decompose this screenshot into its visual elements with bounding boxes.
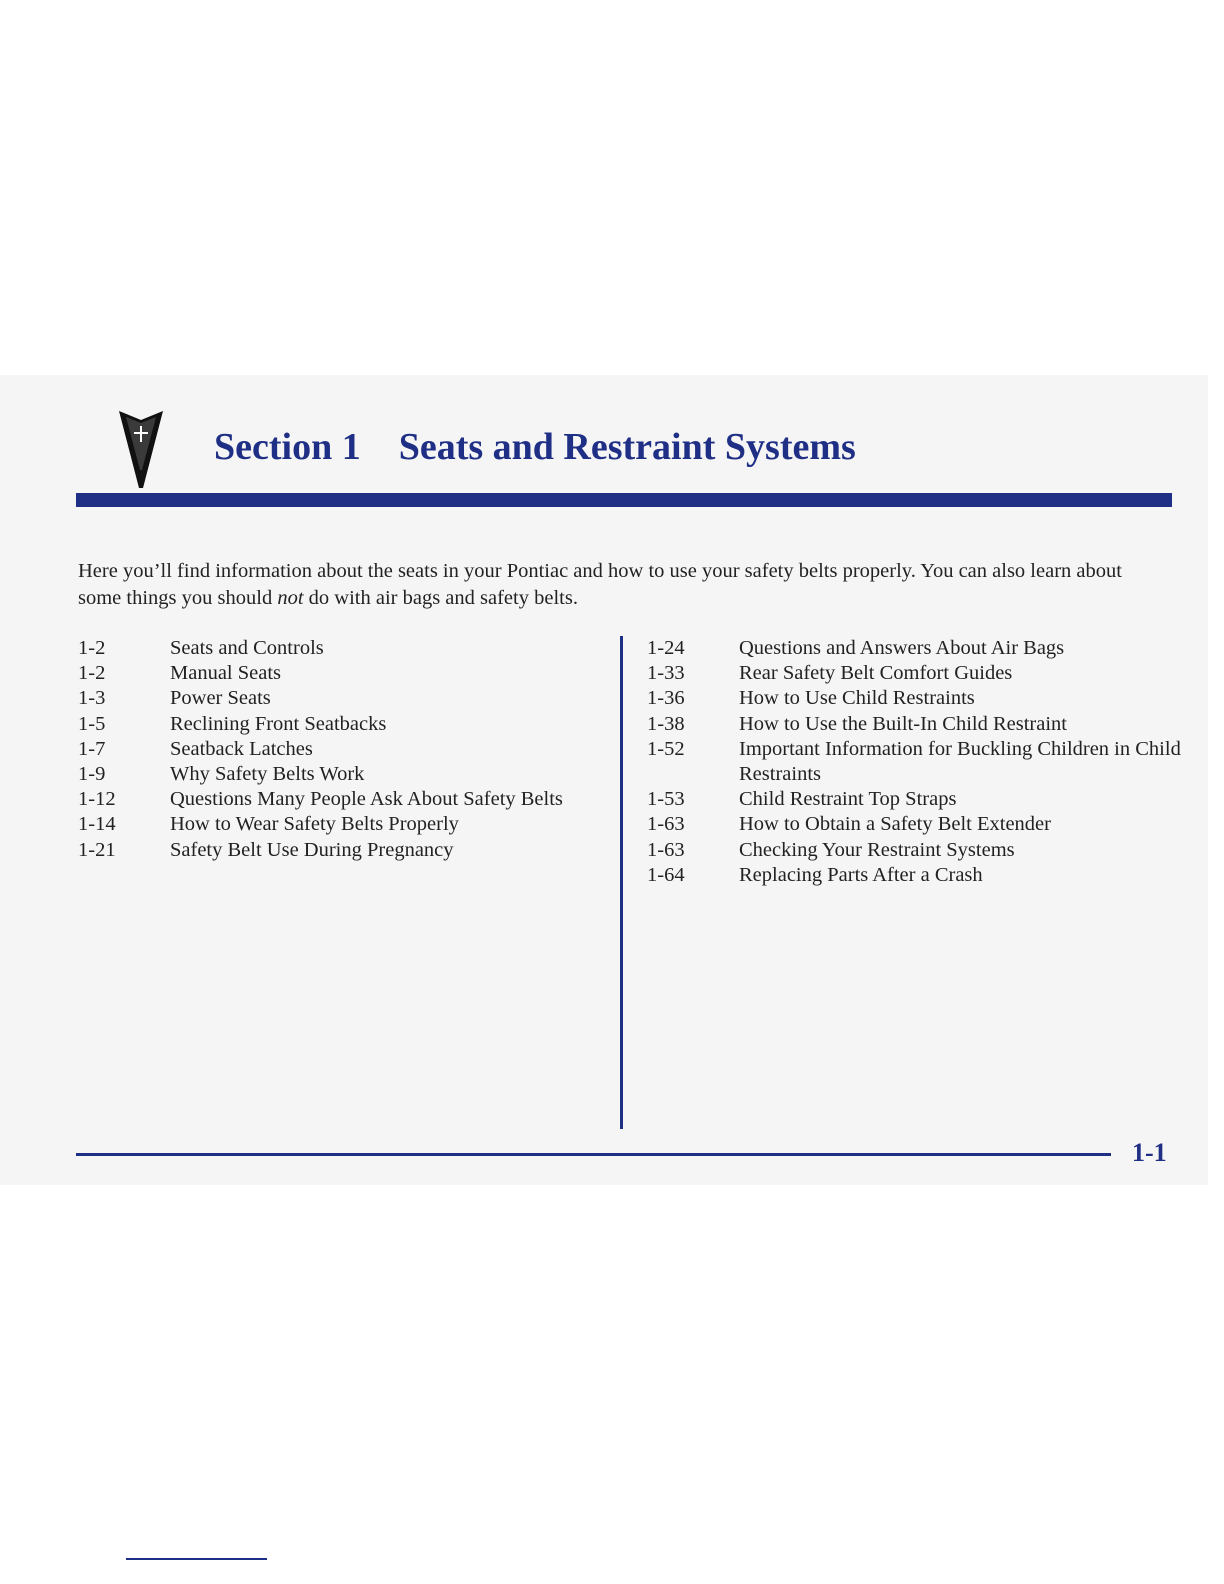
bottom-rule — [126, 1558, 267, 1560]
toc-entry-title: Questions and Answers About Air Bags — [739, 637, 1065, 659]
toc-page-number: 1-12 — [78, 788, 116, 811]
footer-divider — [76, 1153, 1111, 1156]
column-divider — [620, 636, 623, 1129]
toc-entry-title: How to Wear Safety Belts Properly — [170, 813, 459, 836]
toc-entry[interactable] — [647, 661, 1187, 686]
toc-page-number: 1-36 — [647, 687, 685, 710]
section-label: Section 1 — [214, 426, 361, 468]
header-divider — [76, 493, 1172, 507]
toc-entry[interactable] — [78, 812, 608, 837]
toc-entry-title: How to Use Child Restraints — [739, 687, 975, 710]
toc-page-number: 1-33 — [647, 662, 685, 685]
toc-entry[interactable] — [647, 636, 1187, 661]
toc-entry[interactable] — [78, 762, 608, 787]
toc-entry[interactable] — [78, 787, 608, 812]
page-title — [214, 425, 856, 469]
toc-entry-title: Rear Safety Belt Comfort Guides — [739, 662, 1013, 685]
toc-entry-title: Child Restraint Top Straps — [739, 788, 957, 811]
toc-entry-title: Checking Your Restraint Systems — [739, 838, 1015, 861]
toc-entry-title: Questions Many People Ask About Safety Belts — [170, 788, 563, 811]
page-number: 1-1 — [1132, 1138, 1167, 1167]
intro-text-start: Here you’ll find information about the seats in your Pontiac and how to use your safety belts properly. You can also learn about some things you should — [78, 560, 1122, 609]
toc-entry-title: Safety Belt Use During Pregnancy — [170, 838, 454, 861]
section-title: Seats and Restraint Systems — [398, 426, 856, 468]
toc-entry[interactable] — [647, 812, 1187, 837]
toc-entry[interactable] — [647, 838, 1187, 863]
intro-text-end: do with air bags and safety belts. — [303, 587, 578, 609]
toc-entry-title: Power Seats — [170, 687, 271, 710]
toc-entry[interactable] — [647, 863, 1187, 888]
toc-entry[interactable] — [78, 636, 608, 661]
toc-entry-title: Seatback Latches — [170, 737, 313, 760]
toc-entry[interactable] — [78, 661, 608, 686]
toc-entry[interactable] — [647, 737, 1187, 787]
toc-page-number: 1-53 — [647, 788, 685, 811]
toc-entry[interactable] — [647, 787, 1187, 812]
toc-entry-title: How to Obtain a Safety Belt Extender — [739, 813, 1051, 836]
toc-page-number: 1-63 — [647, 813, 685, 836]
toc-entry-title: Why Safety Belts Work — [170, 763, 365, 786]
toc-entry-title: Seats and Controls — [170, 637, 324, 659]
toc-entry[interactable] — [78, 686, 608, 711]
intro-paragraph — [78, 558, 1158, 612]
toc-entry-title: How to Use the Built-In Child Restraint — [739, 712, 1067, 735]
toc-entry[interactable] — [78, 737, 608, 762]
intro-emphasis: not — [277, 587, 304, 609]
toc-page-number: 1-2 — [78, 662, 106, 685]
toc-page-number: 1-3 — [78, 687, 106, 710]
toc-entry[interactable] — [78, 838, 608, 863]
toc-right-column — [647, 636, 1187, 888]
toc-page-number: 1-21 — [78, 838, 116, 861]
toc-page-number: 1-64 — [647, 863, 685, 886]
toc-page-number: 1-9 — [78, 763, 106, 786]
toc-entry[interactable] — [647, 712, 1187, 737]
toc-entry-title: Replacing Parts After a Crash — [739, 863, 983, 886]
toc-page-number: 1-7 — [78, 737, 106, 760]
toc-page-number: 1-52 — [647, 737, 685, 760]
toc-entry[interactable] — [78, 712, 608, 737]
toc-page-number: 1-5 — [78, 712, 106, 735]
toc-page-number: 1-14 — [78, 813, 116, 836]
toc-entry-title: Reclining Front Seatbacks — [170, 712, 387, 735]
toc-page-number: 1-24 — [647, 637, 685, 659]
toc-entry[interactable] — [647, 686, 1187, 711]
pontiac-arrowhead-icon — [118, 408, 164, 490]
toc-left-column — [78, 636, 608, 863]
toc-page-number: 1-63 — [647, 838, 685, 861]
toc-entry-title: Important Information for Buckling Children in Child Restraints — [739, 737, 1181, 786]
toc-entry-title: Manual Seats — [170, 662, 282, 685]
toc-page-number: 1-2 — [78, 637, 106, 659]
toc-page-number: 1-38 — [647, 712, 685, 735]
